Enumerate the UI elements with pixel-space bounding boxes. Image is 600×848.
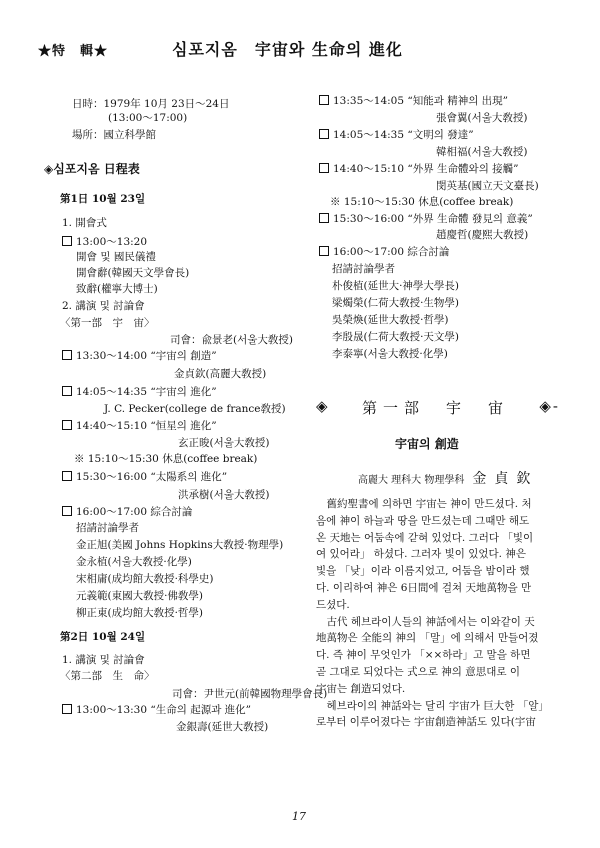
opening-item: 致辭(權寧大博士): [76, 283, 158, 295]
body-line: 로부터 이루어졌다는 宇宙創造神話도 있다(宇宙: [316, 716, 536, 729]
body-line: 드셨다.: [316, 598, 350, 611]
talk-item: 14:05～14:35 “宇宙의 進化”: [62, 386, 217, 399]
panelist: 朴俊植(延世大·神學大學長): [332, 280, 460, 292]
talk-speaker: 閔英基(國立天文臺長): [436, 180, 539, 192]
talk-speaker: 金貞欽(高麗大敎授): [174, 368, 267, 380]
day1-opening-time: 13:00～13:20: [62, 236, 147, 249]
talk-item: 14:40～15:10 “外界 生命體와의 接觸”: [319, 163, 519, 176]
panelist: 柳正東(成均館大敎授·哲學): [76, 607, 204, 619]
talk-item: 13:35～14:05 “知能과 精神의 出現”: [319, 95, 508, 108]
day2-section1: 1. 講演 및 討論會: [62, 654, 145, 666]
talk-speaker: 玄正晙(서울大敎授): [178, 437, 270, 449]
talk-speaker: 趙慶哲(慶熙大敎授): [436, 229, 529, 241]
talk-item: 13:30～14:00 “宇宙의 創造”: [62, 350, 217, 363]
checkbox-icon: [319, 129, 329, 139]
panelist: 吳榮煥(延世大敎授·哲學): [332, 314, 449, 326]
day1-section1: 1. 開會式: [62, 217, 107, 229]
body-line: 地萬物은 全能의 神의 「말」에 의해서 만들어졌: [316, 632, 539, 645]
diamond-icon: ◈: [316, 397, 330, 415]
day1-part: 〈第一部 宇 宙〉: [60, 317, 155, 329]
talk-speaker: 金銀壽(延世大敎授): [176, 721, 269, 733]
checkbox-icon: [319, 246, 329, 256]
diamond-icon: ◈-: [539, 397, 560, 415]
checkbox-icon: [62, 350, 72, 360]
checkbox-icon: [62, 704, 72, 714]
author-line: [358, 468, 538, 488]
panelist: 元義範(東國大敎授·佛敎學): [76, 590, 204, 602]
day2-title: 第2日 10월 24일: [60, 631, 146, 643]
panelist: 梁燭榮(仁荷大敎授·生物學): [332, 297, 460, 309]
body-line: 헤브라이의 神話와는 달리 宇宙가 巨大한 「알」: [316, 699, 549, 712]
body-line: 곧 그대로 되었다는 式으로 神의 意思대로 이: [316, 665, 521, 678]
body-line: 음에 神이 하늘과 땅을 만드셨는데 그때만 해도: [316, 514, 530, 527]
body-line: 다. 즉 神이 무엇인가 「××하라」고 말을 하면: [316, 649, 531, 662]
panelist: 李殷晟(仁荷大敎授·天文學): [332, 331, 460, 343]
break-note: ※ 15:10～15:30 休息(coffee break): [74, 453, 258, 465]
panelist: 金永植(서울大敎授·化學): [76, 556, 192, 568]
checkbox-icon: [319, 95, 329, 105]
part-one-title: 第一部 宇 宙: [362, 399, 510, 417]
body-line: 舊約聖書에 의하면 宇宙는 神이 만드셨다. 처: [316, 498, 532, 510]
checkbox-icon: [62, 420, 72, 430]
talk-speaker: 洪承樹(서울大敎授): [178, 489, 270, 501]
opening-item: 開會 및 國民儀禮: [76, 251, 156, 263]
invited-heading: 招請討論學者: [332, 263, 395, 275]
schedule-heading: ◈심포지옴 日程表: [44, 162, 140, 176]
checkbox-icon: [62, 506, 72, 516]
body-line: 온 天地는 어둠속에 갇혀 있었다. 그러다 「빛이: [316, 531, 534, 544]
page-number: 17: [292, 810, 306, 823]
day2-part: 〈第二部 生 命〉: [60, 670, 155, 682]
event-date: 日時：1979年 10月 23日～24日: [72, 98, 230, 110]
author-name: 金貞欽: [472, 471, 539, 487]
talk-item: 14:05～14:35 “文明의 發達”: [319, 129, 474, 142]
checkbox-icon: [319, 163, 329, 173]
break-note: ※ 15:10～15:30 休息(coffee break): [330, 196, 514, 208]
event-place: 場所：國立科學館: [72, 129, 156, 141]
invited-heading: 招請討論學者: [76, 522, 139, 534]
essay-title: 宇宙의 創造: [395, 437, 459, 451]
event-time: (13:00～17:00): [108, 112, 188, 124]
day1-chair: 司會：兪景老(서울大敎授): [170, 334, 293, 346]
day1-title: 第1日 10월 23일: [60, 193, 146, 205]
panelist: 金正旭(美國 Johns Hopkins大敎授·物理學): [76, 539, 284, 551]
talk-item: 15:30～16:00 “太陽系의 進化”: [62, 471, 227, 484]
opening-item: 開會辭(韓國天文學會長): [76, 267, 190, 279]
panelist: 李泰寧(서울大敎授·化學): [332, 348, 448, 360]
body-line: 다. 이리하여 神은 6日間에 걸쳐 天地萬物을 만: [316, 581, 532, 594]
day2-chair: 司會：尹世元(前韓國物理學會長): [172, 688, 328, 700]
body-line: 빛을 「낮」이라 이름지었고, 어둠을 밤이라 했: [316, 565, 530, 578]
day1-section2: 2. 講演 및 討論會: [62, 300, 145, 312]
talk-speaker: 張會翼(서울大敎授): [436, 112, 528, 124]
checkbox-icon: [62, 386, 72, 396]
talk-item: 16:00～17:00 綜合討論: [62, 506, 192, 519]
talk-item: 15:30～16:00 “外界 生命體 發見의 意義”: [319, 213, 533, 226]
checkbox-icon: [319, 213, 329, 223]
feature-tag: ★特 輯★: [38, 44, 109, 59]
talk-item: 13:00～13:30 “生命의 起源과 進化”: [62, 704, 251, 717]
body-line: 古代 헤브라이人들의 神話에서는 이와같이 天: [316, 615, 535, 628]
body-line: 宇宙는 創造되었다.: [316, 682, 406, 695]
talk-speaker: 韓相福(서울大敎授): [436, 146, 528, 158]
page-title: 심포지옴 宇宙와 生命의 進化: [172, 40, 403, 59]
talk-item: 16:00～17:00 綜合討論: [319, 246, 449, 259]
checkbox-icon: [62, 471, 72, 481]
panelist: 宋相庸(成均館大敎授·科學史): [76, 573, 214, 585]
essay-body: [316, 496, 560, 731]
talk-item: 14:40～15:10 “恒星의 進化”: [62, 420, 217, 433]
checkbox-icon: [62, 236, 72, 246]
body-line: 여 있어라」 하셨다. 그러자 빛이 있었다. 神은: [316, 548, 526, 561]
talk-speaker: J. C. Pecker(college de france敎授): [104, 403, 286, 415]
author-affiliation: 高麗大 理科大 物理學科: [358, 475, 465, 486]
